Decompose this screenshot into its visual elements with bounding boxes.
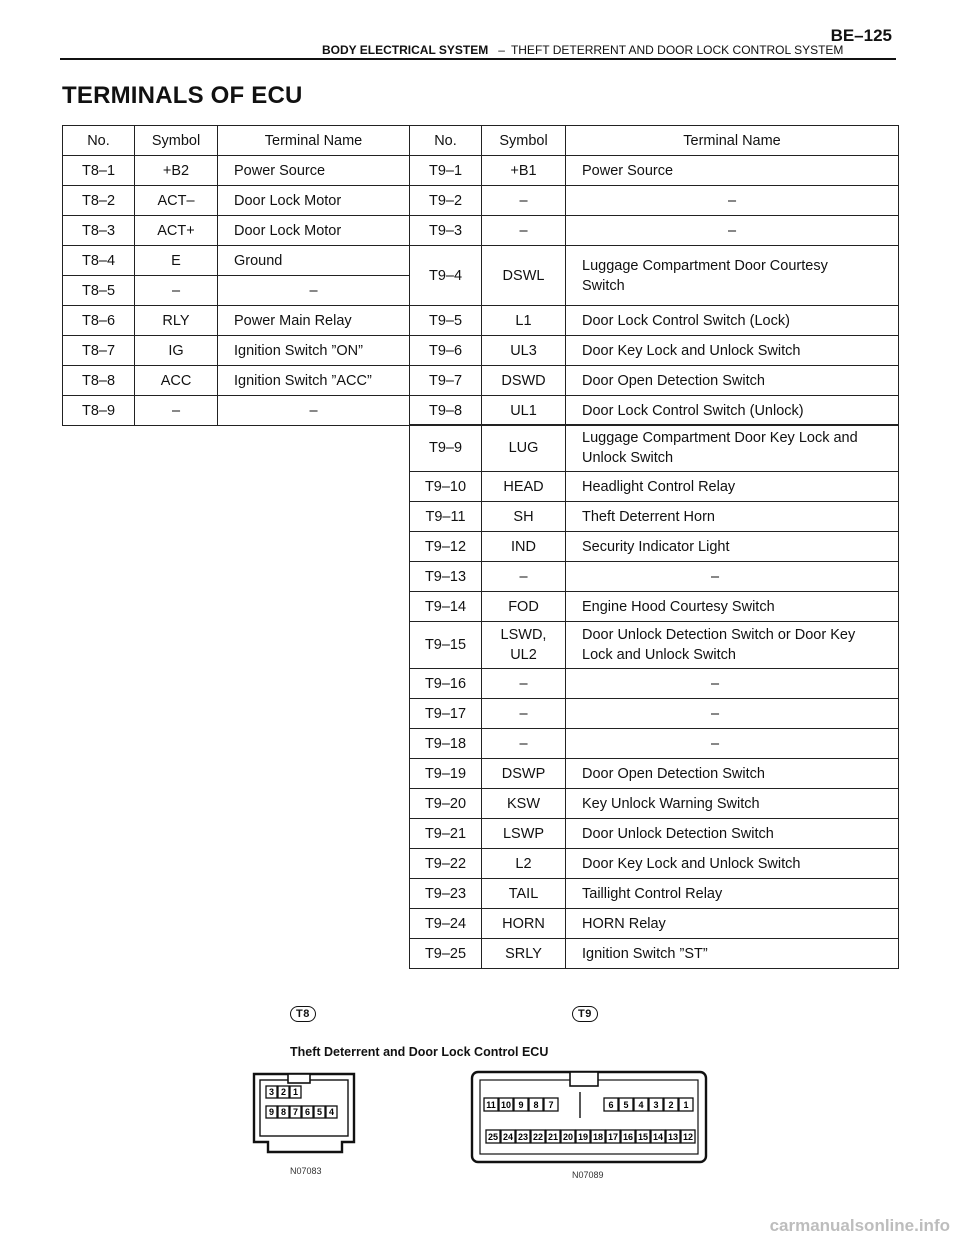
- connector-pin-number: 17: [607, 1132, 619, 1142]
- cell-no: T9–15: [410, 622, 482, 669]
- cell-symbol: UL3: [482, 336, 566, 366]
- t8-figure-code: N07083: [290, 1166, 322, 1176]
- cell-no: T8–4: [63, 246, 135, 276]
- cell-symbol: L2: [482, 849, 566, 879]
- table-row: [410, 939, 899, 969]
- terminal-table: [62, 125, 899, 426]
- cell-no: T9–23: [410, 879, 482, 909]
- cell-symbol: RLY: [135, 306, 218, 336]
- connector-pin-number: 8: [280, 1107, 287, 1117]
- cell-no: T9–1: [410, 156, 482, 186]
- cell-terminal-name: Door Unlock Detection Switch or Door Key Lock and Unlock Switch: [566, 622, 899, 669]
- cell-terminal-name: Door Open Detection Switch: [566, 366, 899, 396]
- t9-connector-diagram: [468, 1068, 710, 1168]
- cell-symbol: LSWD, UL2: [482, 622, 566, 669]
- cell-no: T8–6: [63, 306, 135, 336]
- connector-pin-number: 22: [532, 1132, 544, 1142]
- cell-terminal-name: HORN Relay: [566, 909, 899, 939]
- cell-symbol: SH: [482, 502, 566, 532]
- cell-symbol: FOD: [482, 592, 566, 622]
- cell-symbol: IND: [482, 532, 566, 562]
- cell-symbol: SRLY: [482, 939, 566, 969]
- cell-symbol: L1: [482, 306, 566, 336]
- connector-pin-number: 2: [280, 1087, 287, 1097]
- col-header-no: No.: [63, 126, 135, 156]
- cell-terminal-name: –: [218, 396, 410, 426]
- cell-symbol: E: [135, 246, 218, 276]
- header-subsection: THEFT DETERRENT AND DOOR LOCK CONTROL SYSTEM: [510, 43, 844, 57]
- table-row: [410, 819, 899, 849]
- cell-no: T9–14: [410, 592, 482, 622]
- table-row: [63, 306, 899, 336]
- cell-no: T8–1: [63, 156, 135, 186]
- cell-terminal-name: Headlight Control Relay: [566, 472, 899, 502]
- table-row: [63, 186, 899, 216]
- cell-symbol: –: [482, 216, 566, 246]
- connector-pin-number: 21: [547, 1132, 559, 1142]
- cell-no: T9–3: [410, 216, 482, 246]
- col-header-terminal-name: Terminal Name: [566, 126, 899, 156]
- cell-no: T9–20: [410, 789, 482, 819]
- cell-no: T9–11: [410, 502, 482, 532]
- col-header-no: No.: [410, 126, 482, 156]
- cell-no: T9–24: [410, 909, 482, 939]
- cell-symbol: DSWD: [482, 366, 566, 396]
- table-row: [410, 592, 899, 622]
- table-row: [410, 472, 899, 502]
- cell-symbol: +B1: [482, 156, 566, 186]
- cell-symbol: LSWP: [482, 819, 566, 849]
- page-number: BE–125: [830, 26, 892, 45]
- cell-symbol: HEAD: [482, 472, 566, 502]
- cell-no: T8–2: [63, 186, 135, 216]
- cell-terminal-name: Engine Hood Courtesy Switch: [566, 592, 899, 622]
- header-section-line: [322, 43, 843, 57]
- cell-terminal-name: Door Open Detection Switch: [566, 759, 899, 789]
- cell-no: T8–3: [63, 216, 135, 246]
- table-row: [410, 729, 899, 759]
- cell-symbol: HORN: [482, 909, 566, 939]
- connector-pin-number: 23: [517, 1132, 529, 1142]
- table-row: [410, 879, 899, 909]
- cell-terminal-name: Door Lock Control Switch (Unlock): [566, 396, 899, 426]
- cell-no: T9–16: [410, 669, 482, 699]
- header-section: BODY ELECTRICAL SYSTEM: [322, 43, 489, 57]
- cell-no: T9–2: [410, 186, 482, 216]
- table-row: [410, 562, 899, 592]
- cell-no: T9–19: [410, 759, 482, 789]
- col-header-symbol: Symbol: [135, 126, 218, 156]
- cell-symbol: –: [482, 562, 566, 592]
- table-row: [63, 216, 899, 246]
- table-row: [410, 622, 899, 669]
- table-row: [63, 336, 899, 366]
- cell-terminal-name: Door Key Lock and Unlock Switch: [566, 336, 899, 366]
- connector-pin-number: 5: [316, 1107, 323, 1117]
- t9-connector-label: T9: [572, 1006, 598, 1022]
- table-row: [63, 246, 899, 276]
- connector-pin-number: 25: [487, 1132, 499, 1142]
- cell-terminal-name: Door Lock Motor: [218, 186, 410, 216]
- connector-pin-number: 13: [667, 1132, 679, 1142]
- page-title: TERMINALS OF ECU: [62, 82, 303, 109]
- cell-terminal-name: Power Main Relay: [218, 306, 410, 336]
- cell-no: T9–8: [410, 396, 482, 426]
- connector-pin-number: 20: [562, 1132, 574, 1142]
- cell-symbol: –: [135, 276, 218, 306]
- cell-terminal-name: Door Lock Motor: [218, 216, 410, 246]
- cell-symbol: ACT–: [135, 186, 218, 216]
- cell-terminal-name: –: [566, 699, 899, 729]
- table-row: [410, 909, 899, 939]
- table-row: [410, 532, 899, 562]
- cell-no: T8–5: [63, 276, 135, 306]
- cell-symbol: –: [482, 669, 566, 699]
- table-row: [63, 156, 899, 186]
- connector-pin-number: 9: [518, 1100, 524, 1110]
- connector-pin-number: 24: [502, 1132, 514, 1142]
- cell-no: T9–21: [410, 819, 482, 849]
- cell-symbol: LUG: [482, 425, 566, 472]
- connector-pin-number: 1: [683, 1100, 689, 1110]
- table-row: [410, 502, 899, 532]
- cell-no: T9–13: [410, 562, 482, 592]
- cell-no: T8–7: [63, 336, 135, 366]
- cell-symbol: ACT+: [135, 216, 218, 246]
- cell-terminal-name: –: [218, 276, 410, 306]
- cell-terminal-name: Door Unlock Detection Switch: [566, 819, 899, 849]
- cell-symbol: –: [482, 699, 566, 729]
- table-row: [410, 789, 899, 819]
- connector-pin-number: 3: [268, 1087, 275, 1097]
- cell-terminal-name: Luggage Compartment Door Key Lock and Unlock Switch: [566, 425, 899, 472]
- cell-no: T9–4: [410, 246, 482, 306]
- cell-no: T9–25: [410, 939, 482, 969]
- header-rule: [60, 58, 896, 60]
- cell-no: T9–10: [410, 472, 482, 502]
- cell-terminal-name: Door Lock Control Switch (Lock): [566, 306, 899, 336]
- cell-no: T9–6: [410, 336, 482, 366]
- cell-terminal-name: Security Indicator Light: [566, 532, 899, 562]
- table-row: [63, 366, 899, 396]
- watermark: carmanualsonline.info: [769, 1216, 950, 1235]
- cell-terminal-name: Ignition Switch ”ST”: [566, 939, 899, 969]
- connector-pin-number: 19: [577, 1132, 589, 1142]
- cell-terminal-name: –: [566, 186, 899, 216]
- cell-symbol: +B2: [135, 156, 218, 186]
- cell-terminal-name: Ignition Switch ”ACC”: [218, 366, 410, 396]
- cell-terminal-name: Power Source: [218, 156, 410, 186]
- connector-pin-number: 3: [653, 1100, 659, 1110]
- cell-terminal-name: –: [566, 216, 899, 246]
- connector-pin-number: 11: [486, 1100, 496, 1110]
- table-row: [410, 849, 899, 879]
- cell-no: T9–22: [410, 849, 482, 879]
- cell-terminal-name: Luggage Compartment Door Courtesy Switch: [566, 246, 899, 306]
- cell-symbol: –: [482, 729, 566, 759]
- connector-pin-number: 4: [328, 1107, 335, 1117]
- cell-symbol: UL1: [482, 396, 566, 426]
- t8-connector-diagram: [250, 1068, 360, 1158]
- cell-terminal-name: –: [566, 729, 899, 759]
- table-header-row: [63, 126, 899, 156]
- cell-symbol: DSWL: [482, 246, 566, 306]
- connector-pin-number: 9: [268, 1107, 275, 1117]
- cell-terminal-name: Ground: [218, 246, 410, 276]
- cell-no: T9–7: [410, 366, 482, 396]
- connector-pin-number: 15: [637, 1132, 649, 1142]
- cell-symbol: ACC: [135, 366, 218, 396]
- connector-pin-number: 12: [682, 1132, 694, 1142]
- cell-no: T9–17: [410, 699, 482, 729]
- connector-pin-number: 1: [292, 1087, 299, 1097]
- t9-figure-code: N07089: [572, 1170, 604, 1180]
- connector-pin-number: 5: [623, 1100, 629, 1110]
- cell-terminal-name: –: [566, 669, 899, 699]
- connector-pin-number: 10: [500, 1100, 512, 1110]
- cell-no: T9–12: [410, 532, 482, 562]
- connector-pin-number: 14: [652, 1132, 664, 1142]
- table-row: [63, 396, 899, 426]
- cell-no: T9–18: [410, 729, 482, 759]
- connector-pin-number: 6: [304, 1107, 311, 1117]
- cell-no: T9–5: [410, 306, 482, 336]
- cell-terminal-name: Taillight Control Relay: [566, 879, 899, 909]
- connector-pin-number: 4: [638, 1100, 644, 1110]
- cell-symbol: TAIL: [482, 879, 566, 909]
- connector-pin-number: 18: [592, 1132, 604, 1142]
- page-header: [60, 26, 896, 60]
- cell-terminal-name: Ignition Switch ”ON”: [218, 336, 410, 366]
- cell-symbol: IG: [135, 336, 218, 366]
- cell-symbol: DSWP: [482, 759, 566, 789]
- figure-title: Theft Deterrent and Door Lock Control ECU: [290, 1045, 549, 1059]
- col-header-symbol: Symbol: [482, 126, 566, 156]
- cell-terminal-name: Theft Deterrent Horn: [566, 502, 899, 532]
- table-row: [410, 759, 899, 789]
- connector-pin-number: 7: [548, 1100, 554, 1110]
- cell-no: T8–9: [63, 396, 135, 426]
- t8-connector-label: T8: [290, 1006, 316, 1022]
- header-separator: –: [498, 43, 505, 57]
- connector-pin-number: 8: [533, 1100, 539, 1110]
- col-header-terminal-name: Terminal Name: [218, 126, 410, 156]
- connector-pin-number: 2: [668, 1100, 674, 1110]
- cell-no: T9–9: [410, 425, 482, 472]
- cell-no: T8–8: [63, 366, 135, 396]
- table-row: [410, 699, 899, 729]
- connector-pin-number: 16: [622, 1132, 634, 1142]
- connector-pin-number: 7: [292, 1107, 299, 1117]
- cell-symbol: –: [135, 396, 218, 426]
- cell-terminal-name: Door Key Lock and Unlock Switch: [566, 849, 899, 879]
- cell-symbol: –: [482, 186, 566, 216]
- table-row: [410, 425, 899, 472]
- cell-terminal-name: Power Source: [566, 156, 899, 186]
- connector-pin-number: 6: [608, 1100, 614, 1110]
- cell-terminal-name: –: [566, 562, 899, 592]
- terminal-table-continued: [409, 424, 899, 969]
- cell-terminal-name: Key Unlock Warning Switch: [566, 789, 899, 819]
- cell-symbol: KSW: [482, 789, 566, 819]
- table-row: [410, 669, 899, 699]
